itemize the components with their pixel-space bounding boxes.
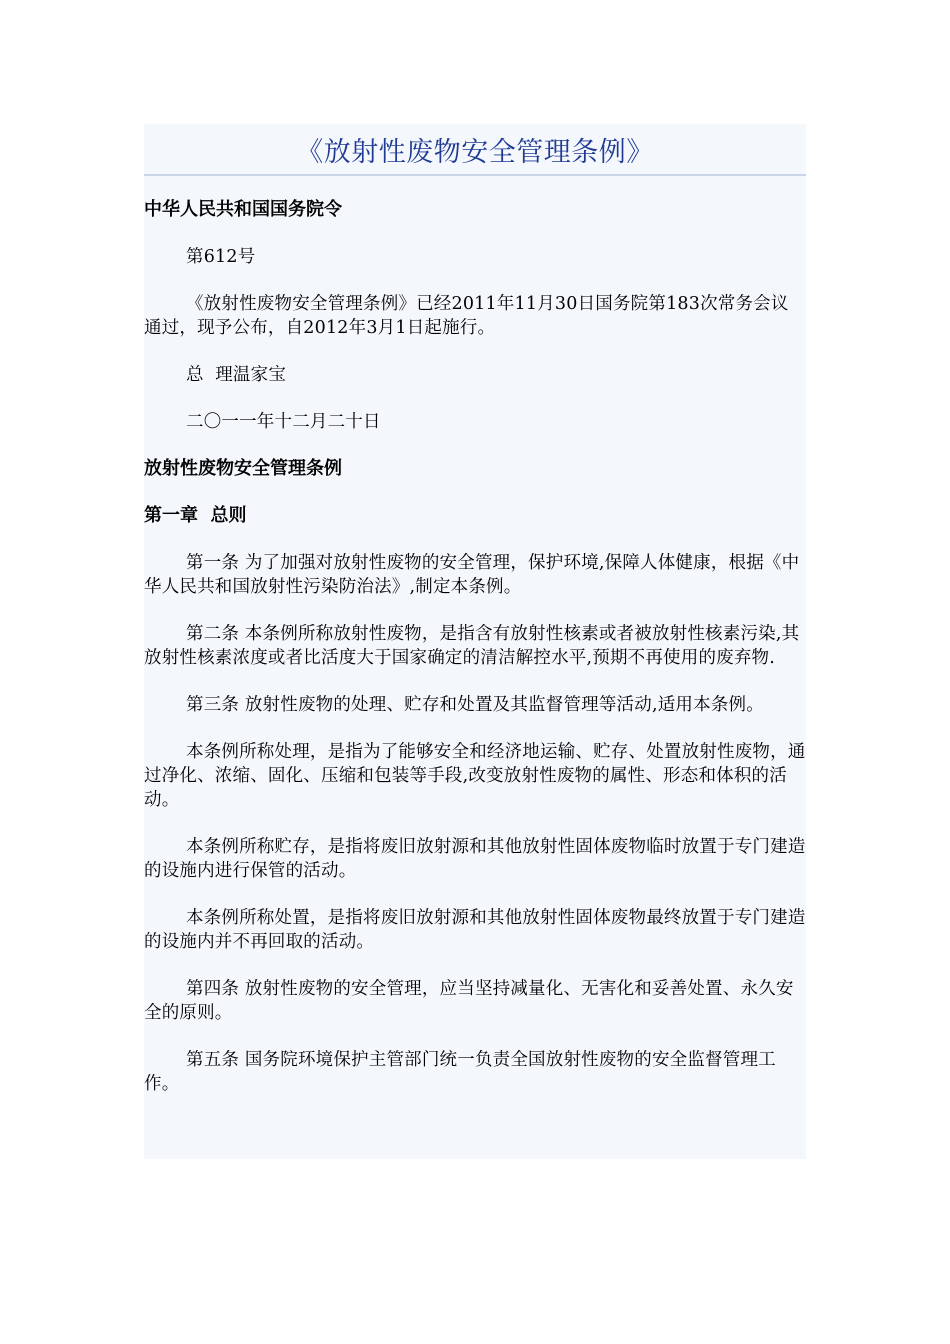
article-paragraph: 第四条 放射性废物的安全管理，应当坚持减量化、无害化和妥善处置、永久安全的原则。 xyxy=(144,979,794,1023)
article-paragraph: 第一条 为了加强对放射性废物的安全管理，保护环境,保障人体健康，根据《中华人民共和国放射性污染防治法》,制定本条例。 xyxy=(144,553,800,597)
article-paragraph: 第五条 国务院环境保护主管部门统一负责全国放射性废物的安全监督管理工作。 xyxy=(144,1050,776,1094)
article-paragraph: 第二条 本条例所称放射性废物，是指含有放射性核素或者被放射性核素污染,其放射性核素浓度或者比活度大于国家确定的清洁解控水平,预期不再使用的废弃物. xyxy=(144,624,800,668)
article-paragraph: 本条例所称处理，是指为了能够安全和经济地运输、贮存、处置放射性废物，通过净化、浓缩、固化、压缩和包装等手段,改变放射性废物的属性、形态和体积的活动。 xyxy=(144,742,806,810)
article-paragraph: 第三条 放射性废物的处理、贮存和处置及其监督管理等活动,适用本条例。 xyxy=(186,695,764,715)
document-sheet xyxy=(144,124,806,1159)
article-paragraph: 本条例所称贮存，是指将废旧放射源和其他放射性固体废物临时放置于专门建造的设施内进行保管的活动。 xyxy=(144,837,806,881)
regulation-heading: 放射性废物安全管理条例 xyxy=(144,458,342,479)
premier-signature: 总 理温家宝 xyxy=(186,365,287,385)
article-paragraph: 本条例所称处置，是指将废旧放射源和其他放射性固体废物最终放置于专门建造的设施内并不再回取的活动。 xyxy=(144,908,806,952)
order-number: 第612号 xyxy=(186,247,256,267)
document-title: 《放射性废物安全管理条例》 xyxy=(296,136,654,168)
title-bar xyxy=(144,124,806,176)
issue-date: 二〇一一年十二月二十日 xyxy=(186,412,381,432)
document-body xyxy=(144,176,806,1096)
promulgation-text: 《放射性废物安全管理条例》已经2011年11月30日国务院第183次常务会议通过，现予公布，自2012年3月1日起施行。 xyxy=(144,294,789,338)
order-heading: 中华人民共和国国务院令 xyxy=(144,199,342,220)
chapter-heading: 第一章 总则 xyxy=(144,505,247,526)
